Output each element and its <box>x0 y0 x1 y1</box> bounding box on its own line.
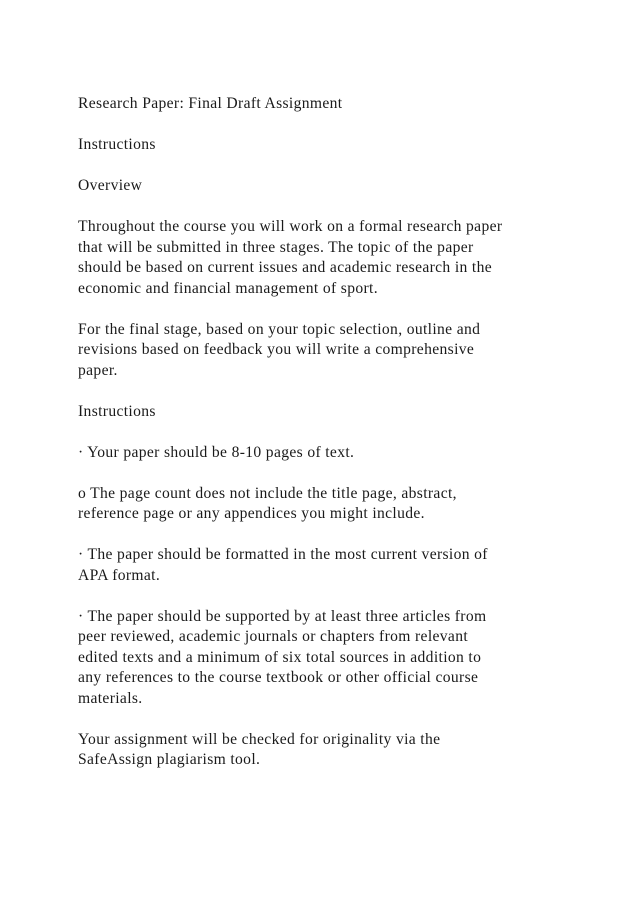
bullet-apa-format: · The paper should be formatted in the most current version of APA format. <box>78 546 488 584</box>
overview-paragraph: Throughout the course you will work on a formal research paper that will be submitted in three stages. The topic of the paper should be based on current issues and academic research in the economic and financial management of sport. <box>78 218 503 297</box>
final-stage-paragraph: For the final stage, based on your topic selection, outline and revisions based on feedback you will write a comprehensive paper. <box>78 320 481 379</box>
originality-paragraph: Your assignment will be checked for originality via the SafeAssign plagiarism tool. <box>78 730 441 768</box>
overview-heading: Overview <box>78 177 143 194</box>
instructions-heading: Instructions <box>78 136 156 153</box>
sub-bullet-page-count: o The page count does not include the title page, abstract, reference page or any appendices you might include. <box>78 484 457 522</box>
bullet-page-length: · Your paper should be 8-10 pages of text. <box>78 443 355 461</box>
bullet-sources: · The paper should be supported by at least three articles from peer reviewed, academic journals or chapters from relevant edited texts and a minimum of six total sources in addition to any references to the course textbook or other official course materials. <box>78 607 487 707</box>
document-body <box>78 94 578 791</box>
instructions-subheading: Instructions <box>78 402 156 420</box>
document-title: Research Paper: Final Draft Assignment <box>78 95 343 112</box>
